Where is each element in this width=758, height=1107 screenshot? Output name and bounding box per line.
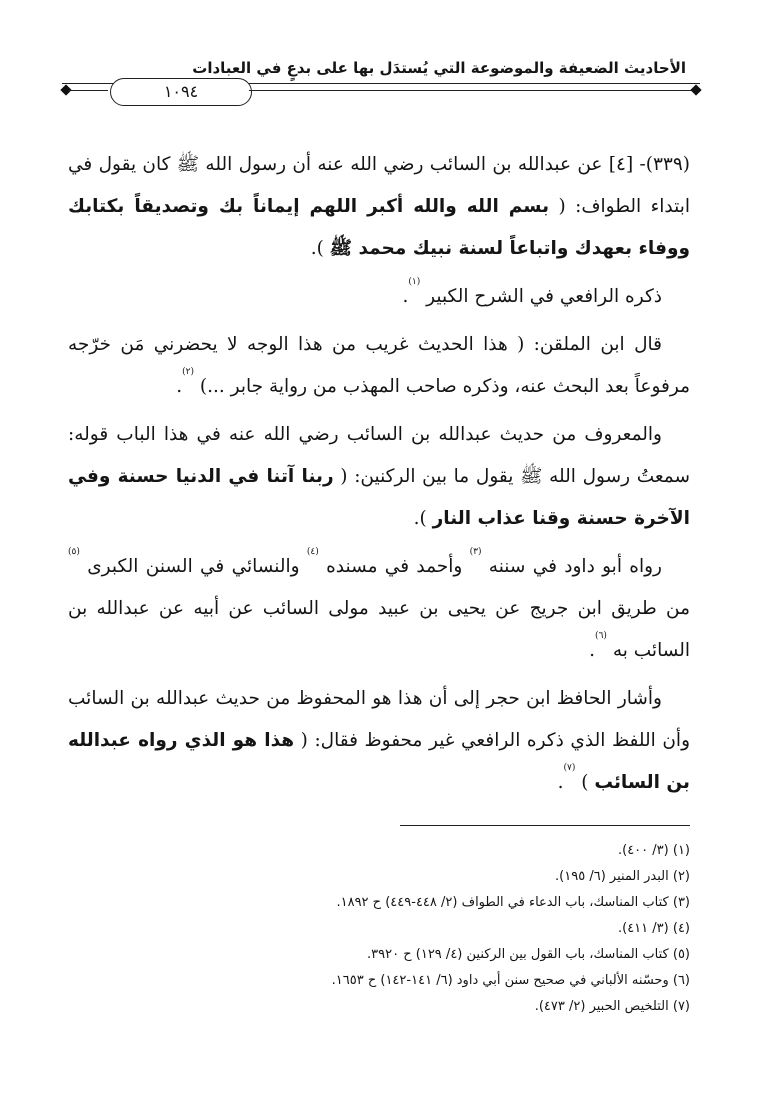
hadith-quote: بسم الله والله أكبر اللهم إيماناً بك وتصديقاً بكتابك ووفاء بعهدك واتباعاً لسنة نبيك محمد ﷺ [68, 196, 690, 259]
paragraph-5: رواه أبو داود في سننه $^{(٣)}$ وأحمد في مسنده $^{(٤)}$ والنسائي في السنن الكبرى $^{(٥)}$ من طريق ابن جريج عن يحيى بن عبيد مولى السائب عن أبيه عن عبدالله بن السائب به $^{(٦)}$. [68, 547, 690, 661]
footnote: (٥) كتاب المناسك، باب القول بين الركنين (٤/ ١٢٩) ح ٣٩٢٠. [367, 947, 690, 962]
footnote: (٧) التلخيص الحبير (٢/ ٤٧٣). [534, 999, 690, 1014]
footnote: (٣) كتاب المناسك، باب الدعاء في الطواف (٢/ ٤٤٨-٤٤٩) ح ١٨٩٢. [336, 895, 690, 910]
footnote-ref-3: (٣) [469, 547, 482, 557]
page-header [62, 56, 700, 106]
header-rule-right [249, 90, 694, 91]
paragraph-2: ذكره الرافعي في الشرح الكبير $^{(١)}$. [402, 277, 662, 307]
p5-text-b: وأحمد في مسنده [326, 556, 470, 577]
p5-text-a: رواه أبو داود في سننه [488, 556, 662, 577]
p4-quote: ربنا آتنا في الدنيا حسنة وفي الآخرة حسنة وقنا عذاب النار [68, 466, 690, 529]
p4-text: والمعروف من حديث عبدالله بن السائب رضي الله عنه في هذا الباب قوله: سمعتُ رسول الله ﷺ يقول ما بين الركنين: ( [68, 424, 691, 487]
p6-quote: هذا هو الذي رواه عبدالله بن السائب [68, 730, 690, 793]
p5-text-d: من طريق ابن جريج عن يحيى بن عبيد مولى السائب عن أبيه عن عبدالله بن السائب به [68, 598, 690, 661]
running-title: الأحاديث الضعيفة والموضوعة التي يُستدَل بها على بدعٍ في العبادات [192, 59, 686, 77]
footnote-ref-4: (٤) [306, 547, 319, 557]
p6-text: وأشار الحافظ ابن حجر إلى أن هذا هو المحفوظ من حديث عبدالله بن السائب وأن اللفظ الذي ذكره الرافعي غير محفوظ فقال: ( [68, 688, 691, 751]
p2-text: ذكره الرافعي في الشرح الكبير [426, 286, 662, 307]
diamond-ornament-right [690, 84, 701, 95]
paragraph-4 [68, 414, 690, 540]
p4-close: ). [413, 508, 433, 529]
footnote: (٦) وحسّنه الألباني في صحيح سنن أبي داود (٦/ ١٤١-١٤٢) ح ١٦٥٣. [331, 973, 690, 988]
p5-text-c: والنسائي في السنن الكبرى [87, 556, 307, 577]
hadith-text: (٣٣٩)- [٤] عن عبدالله بن السائب رضي الله عنه أن رسول الله ﷺ كان يقول في ابتداء الطواف: ( [68, 154, 691, 217]
footnotes-list [70, 838, 690, 1020]
footnote: (٢) البدر المنير (٦/ ١٩٥). [555, 869, 690, 884]
p6-close: ) [581, 772, 595, 793]
footnote: (١) (٣/ ٤٠٠). [617, 843, 690, 858]
hadith-close: ). [310, 238, 330, 259]
paragraph-3: قال ابن الملقن: ( هذا الحديث غريب من هذا الوجه لا يحضرني مَن خرّجه مرفوعاً بعد البحث عنه، وذكره صاحب المهذب من رواية جابر ...) $^{(٢)}$. [68, 334, 690, 397]
hadith-paragraph [68, 144, 690, 270]
p3-text: قال ابن الملقن: ( هذا الحديث غريب من هذا الوجه لا يحضرني مَن خرّجه مرفوعاً بعد البحث عنه، وذكره صاحب المهذب من رواية جابر ...) [68, 334, 690, 397]
page-number: ١٠٩٤ [110, 78, 252, 106]
footnote-ref-6: (٦) [595, 631, 607, 641]
footnote-ref-5: (٥) [68, 547, 80, 557]
footnote-separator [400, 825, 690, 826]
footnote-ref-7: (٧) [563, 763, 576, 773]
main-text [68, 144, 690, 804]
paragraph-6: وأشار الحافظ ابن حجر إلى أن هذا هو المحفوظ من حديث عبدالله بن السائب وأن اللفظ الذي ذكره الرافعي غير محفوظ فقال: ( هذا هو الذي رواه عبدالله بن السائب ) $^{(٧)}$. [68, 688, 691, 793]
header-rule-left [68, 90, 108, 91]
footnote-ref-1: (١) [408, 277, 421, 287]
footnote: (٤) (٣/ ٤١١). [617, 921, 690, 936]
footnote-ref-2: (٢) [182, 367, 195, 377]
